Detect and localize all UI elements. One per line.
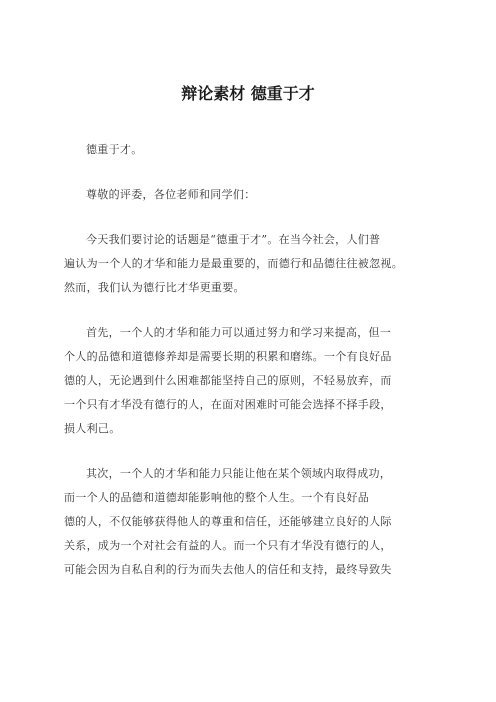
paragraph-line: 其次，一个人的才华和能力只能让他在某个领域内取得成功， [86, 467, 392, 480]
paragraph-line: 尊敬的评委，各位老师和同学们： [86, 188, 256, 201]
paragraph [64, 138, 444, 162]
paragraph-line: 一个只有才华没有德行的人，在面对困难时可能会选择不择手段， [64, 398, 392, 411]
paragraph [64, 321, 444, 441]
paragraph [64, 183, 444, 207]
paragraph-line: 德重于才。 [86, 143, 143, 156]
paragraph [64, 228, 444, 300]
paragraph-line: 损人利己。 [64, 422, 121, 435]
paragraph-line: 首先，一个人的才华和能力可以通过努力和学习来提高，但一 [86, 326, 392, 339]
paragraph [64, 462, 444, 582]
paragraph-line: 而一个人的品德和道德却能影响他的整个人生。一个有良好品 [64, 491, 370, 504]
paragraph-line: 德的人，无论遇到什么困难都能坚持自己的原则，不轻易放弃，而 [64, 374, 392, 387]
document-body [64, 138, 444, 603]
paragraph-line: 个人的品德和道德修养却是需要长期的积累和磨练。一个有良好品 [64, 350, 392, 363]
paragraph-line: 德的人，不仅能够获得他人的尊重和信任，还能够建立良好的人际 [64, 515, 392, 528]
paragraph-line: 今天我们要讨论的话题是“德重于才”。在当今社会，人们普 [86, 233, 381, 246]
paragraph-line: 然而，我们认为德行比才华更重要。 [64, 281, 245, 294]
paragraph-line: 可能会因为自私自利的行为而失去他人的信任和支持，最终导致失 [64, 563, 392, 576]
paragraph-line: 关系，成为一个对社会有益的人。而一个只有才华没有德行的人， [64, 539, 392, 552]
document-title: 辩论素材 德重于才 [181, 84, 315, 103]
paragraph-line: 遍认为一个人的才华和能力是最重要的，而德行和品德往往被忽视。 [64, 257, 403, 270]
